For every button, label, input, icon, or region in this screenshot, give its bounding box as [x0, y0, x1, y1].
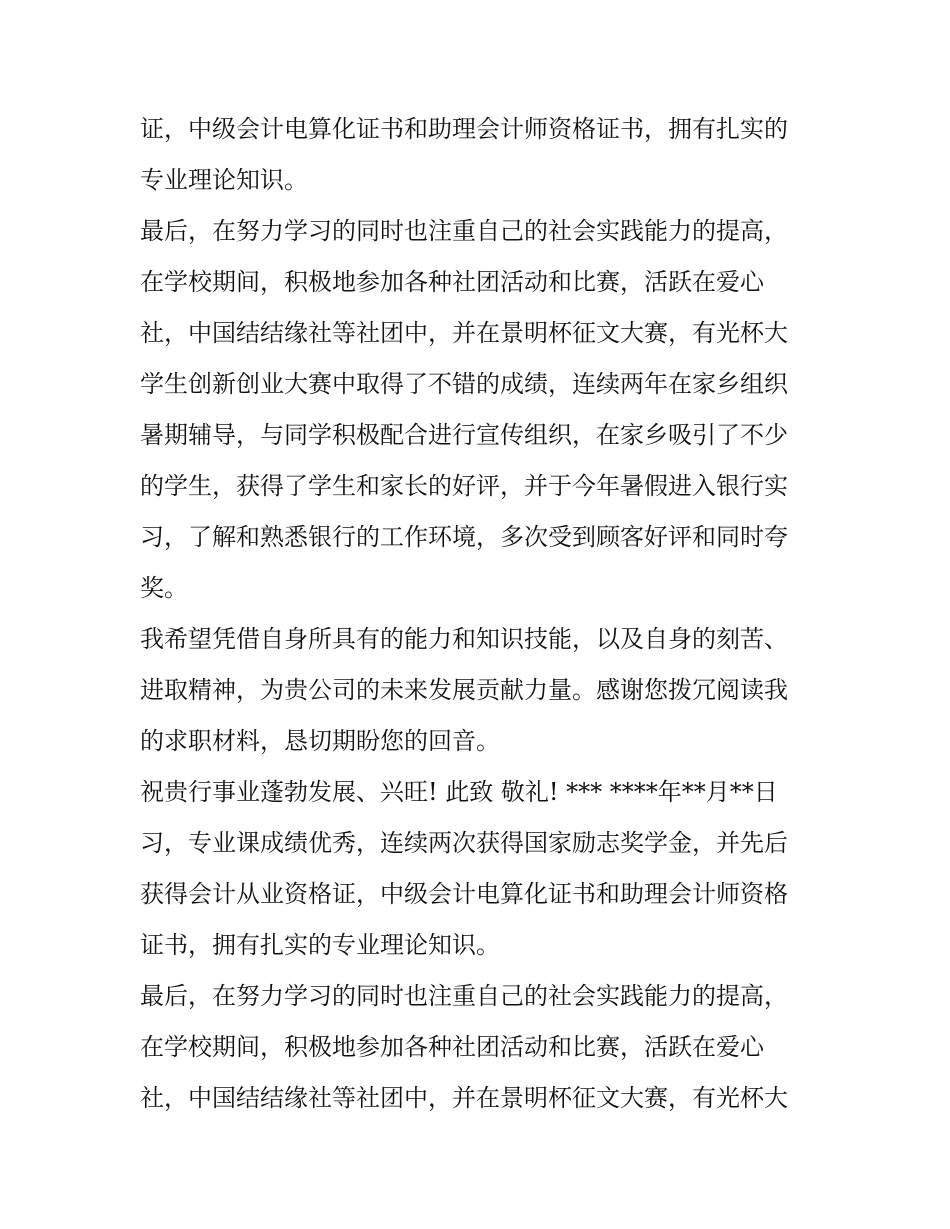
text-line: 最后，在努力学习的同时也注重自己的社会实践能力的提高，: [140, 982, 788, 1010]
text-line: 社，中国结结缘社等社团中，并在景明杯征文大赛，有光杯大: [140, 319, 788, 347]
text-line: 我希望凭借自身所具有的能力和知识技能，以及自身的刻苦、: [140, 625, 788, 653]
text-line: 证，中级会计电算化证书和助理会计师资格证书，拥有扎实的: [140, 115, 788, 143]
text-line: 祝贵行事业蓬勃发展、兴旺! 此致 敬礼! *** ****年**月**日: [140, 778, 778, 806]
text-line: 学生创新创业大赛中取得了不错的成绩，连续两年在家乡组织: [140, 370, 788, 398]
text-line: 进取精神，为贵公司的未来发展贡献力量。感谢您拨冗阅读我: [140, 676, 788, 704]
text-line: 的求职材料，恳切期盼您的回音。: [140, 727, 500, 755]
text-line: 证书，拥有扎实的专业理论知识。: [140, 931, 500, 959]
text-line: 习，专业课成绩优秀，连续两次获得国家励志奖学金，并先后: [140, 829, 788, 857]
text-line: 的学生，获得了学生和家长的好评，并于今年暑假进入银行实: [140, 472, 788, 500]
text-line: 在学校期间，积极地参加各种社团活动和比赛，活跃在爱心: [140, 1033, 764, 1061]
text-line: 奖。: [140, 574, 188, 602]
text-line: 习，了解和熟悉银行的工作环境，多次受到顾客好评和同时夸: [140, 523, 788, 551]
text-line: 在学校期间，积极地参加各种社团活动和比赛，活跃在爱心: [140, 268, 764, 296]
text-line: 暑期辅导，与同学积极配合进行宣传组织，在家乡吸引了不少: [140, 421, 788, 449]
text-line: 社，中国结结缘社等社团中，并在景明杯征文大赛，有光杯大: [140, 1084, 788, 1112]
text-line: 获得会计从业资格证，中级会计电算化证书和助理会计师资格: [140, 880, 788, 908]
text-line: 最后，在努力学习的同时也注重自己的社会实践能力的提高，: [140, 217, 788, 245]
text-line: 专业理论知识。: [140, 166, 308, 194]
